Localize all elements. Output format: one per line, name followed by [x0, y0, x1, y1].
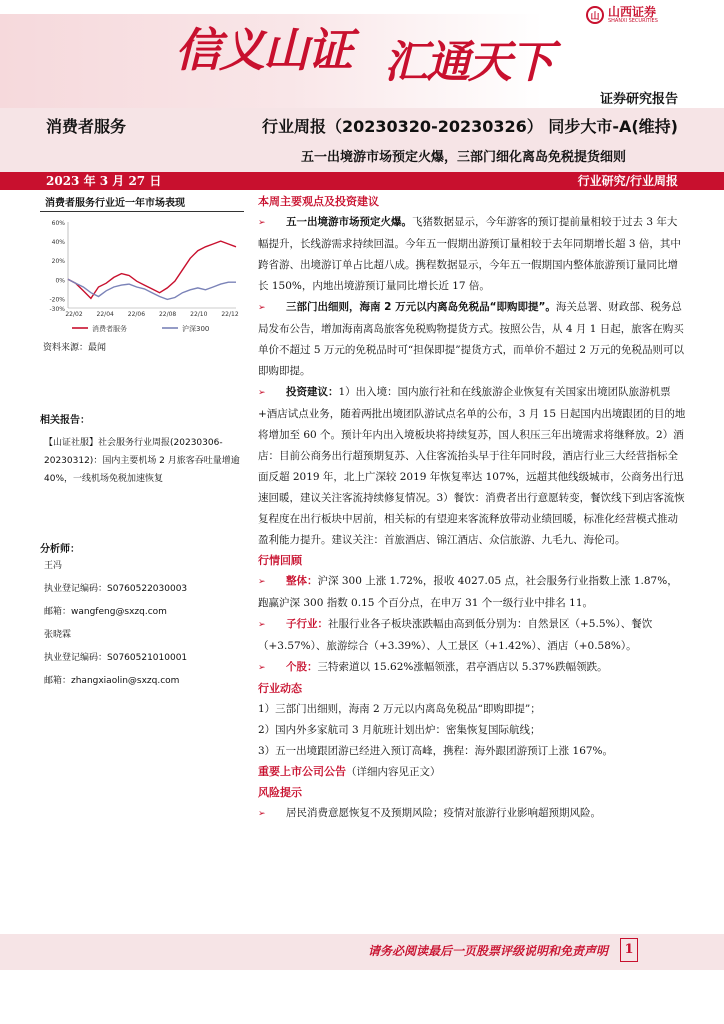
disclaimer-notice: 请务必阅读最后一页股票评级说明和免责声明: [367, 944, 608, 958]
calligraphy-slogan-1: 信义山证: [175, 23, 351, 77]
logo-icon: 山: [586, 6, 604, 24]
y-tick-label: 0%: [55, 277, 65, 285]
series-line-consumer-services: [68, 241, 236, 298]
analyst-2-cert: 执业登记编码：S0760521010001: [44, 653, 188, 663]
y-tick-label: 40%: [51, 239, 65, 247]
x-tick-label: 22/12: [221, 311, 239, 318]
news-item: 2）国内外多家航司 3 月航班计划出炉：密集恢复国际航线；: [258, 724, 541, 736]
section-heading-risk: 风险提示: [258, 786, 302, 799]
arrow-icon: ➢: [258, 218, 266, 228]
y-tick-label: -20%: [49, 296, 65, 304]
section-heading-announcements: 重要上市公司公告（详细内容见正文）: [258, 765, 441, 778]
arrow-icon: ➢: [258, 303, 266, 313]
company-logo: [586, 6, 658, 24]
page-number: 1: [620, 938, 638, 962]
sector-name: 消费者服务: [46, 117, 127, 136]
news-item: 3）五一出境跟团游已经进入预订高峰，携程：海外跟团游预订上涨 167%。: [258, 745, 614, 757]
analyst-1-email[interactable]: 邮箱：wangfeng@sxzq.com: [44, 607, 167, 617]
x-tick-label: 22/06: [127, 311, 146, 318]
banner: [0, 0, 724, 108]
y-tick-label: 20%: [51, 258, 65, 266]
report-subtitle: 五一出境游市场预定火爆，三部门细化离岛免税提货细则: [300, 150, 626, 165]
risk-item: ➢ 居民消费意愿恢复不及预期风险；疫情对旅游行业影响超预期风险。: [258, 803, 686, 825]
y-tick-label: -30%: [49, 306, 65, 313]
data-source: 资料来源：最闻: [43, 343, 107, 353]
point-investment: ➢ 投资建议：1）出入境：国内旅行社和在线旅游企业恢复有关国家出境团队旅游机票+酒店试点业务，随着两批出境团队游试点名单的公布，3 月 15 日起国内出境跟团的目的地将增加至 60 个。预计年内出入境板块将持续复苏，国人积压三年出境需求将继释放。2）酒店：目前公商务出行超预期复苏、入住客流抬头早于往年同时段，酒店行业三大经营指标全面反超 2019 年，北上广深较 2019 年恢复率达 107%，远超其他线级城市，公商务出行迅速回暖，建议关注客流持续修复情况。3）餐饮：消费者出行意愿转变，餐饮线下到店客流恢复程度在出行板块中居前，相关标的有望迎来客流释放带动业绩回暖，标准化经营模式推动盈利能力提升。建议关注：首旅酒店、锦江酒店、众信旅游、九毛九、海伦司。: [258, 382, 686, 551]
logo-en: SHANXI SECURITIES: [608, 18, 658, 24]
calligraphy-slogan-2: 汇通天下: [384, 37, 552, 88]
x-tick-label: 22/02: [65, 311, 83, 318]
arrow-icon: ➢: [258, 809, 266, 819]
main-content: [258, 192, 686, 825]
legend-label: 消费者服务: [92, 325, 127, 332]
market-stocks: ➢ 个股：三特索道以 15.62%涨幅领涨，君亭酒店以 5.37%跌幅领跌。: [258, 657, 686, 679]
analyst-1-cert: 执业登记编码：S0760522030003: [44, 584, 188, 594]
analyst-2-email[interactable]: 邮箱：zhangxiaolin@sxzq.com: [44, 676, 180, 686]
arrow-icon: ➢: [258, 388, 266, 398]
market-subsectors: ➢ 子行业：社服行业各子板块涨跌幅由高到低分别为：自然景区（+5.5%）、餐饮（+3.57%）、旅游综合（+3.39%）、人工景区（+1.42%）、酒店（+0.58%）。: [258, 614, 686, 657]
section-heading-views: 本周主要观点及投资建议: [258, 195, 379, 208]
x-tick-label: 22/08: [158, 311, 177, 318]
report-type: 证券研究报告: [599, 92, 678, 107]
report-category: 行业研究/行业周报: [577, 174, 678, 188]
analysts-heading: 分析师：: [40, 544, 80, 555]
arrow-icon: ➢: [258, 620, 266, 630]
arrow-icon: ➢: [258, 577, 266, 587]
market-overall: ➢ 整体：沪深 300 上涨 1.72%，报收 4027.05 点，社会服务行业指数上涨 1.87%，跑赢沪深 300 指数 0.15 个百分点，在申万 31 个一级行业中排名 11。: [258, 571, 686, 614]
analyst-2-name: 张晓霖: [44, 630, 72, 640]
point-outbound-travel: ➢ 五一出境游市场预定火爆。飞猪数据显示，今年游客的预订提前量相较于过去 3 年大幅提升，长线游需求持续回温。今年五一假期出游预订量相较于去年同期增长超 3 倍，其中跨省游、出境游订单占比超八成。携程数据显示，今年五一假期国内整体旅游预订量同比增长 150%，内地出境游预订量同比增长近 17 倍。: [258, 212, 686, 297]
left-column: [40, 192, 244, 693]
chart-title: 消费者服务行业近一年市场表现: [40, 192, 244, 212]
legend-label: 沪深300: [182, 325, 210, 332]
related-report-link[interactable]: 【山证社服】社会服务行业周报(20230306-20230312)：国内主要机场 2 月旅客吞吐量增逾 40%，一线机场免税加速恢复: [44, 438, 240, 484]
report-title: 行业周报（20230320-20230326） 同步大市-A(维持): [262, 117, 678, 136]
x-tick-label: 22/10: [190, 311, 208, 318]
arrow-icon: ➢: [258, 663, 266, 673]
section-heading-news: 行业动态: [258, 682, 302, 695]
analyst-1-name: 王冯: [44, 561, 63, 571]
y-tick-label: 60%: [51, 220, 65, 227]
performance-chart: [40, 212, 244, 332]
related-reports-heading: 相关报告：: [40, 415, 90, 426]
x-tick-label: 22/04: [96, 311, 114, 318]
point-duty-free: ➢ 三部门出细则，海南 2 万元以内离岛免税品“即购即提”。海关总署、财政部、税务总局发布公告，增加海南离岛旅客免税购物提货方式。按照公告，从 4 月 1 日起，旅客在购买单价不超过 5 万元的免税品时可“担保即提”提货方式，而单价不超过 2 万元的免税品则可以即购即提。: [258, 297, 686, 382]
report-date: 2023 年 3 月 27 日: [46, 174, 162, 188]
news-item: 1）三部门出细则，海南 2 万元以内离岛免税品“即购即提”；: [258, 703, 541, 715]
logo-cn: 山西证券: [608, 5, 657, 19]
section-heading-market: 行情回顾: [258, 554, 302, 567]
